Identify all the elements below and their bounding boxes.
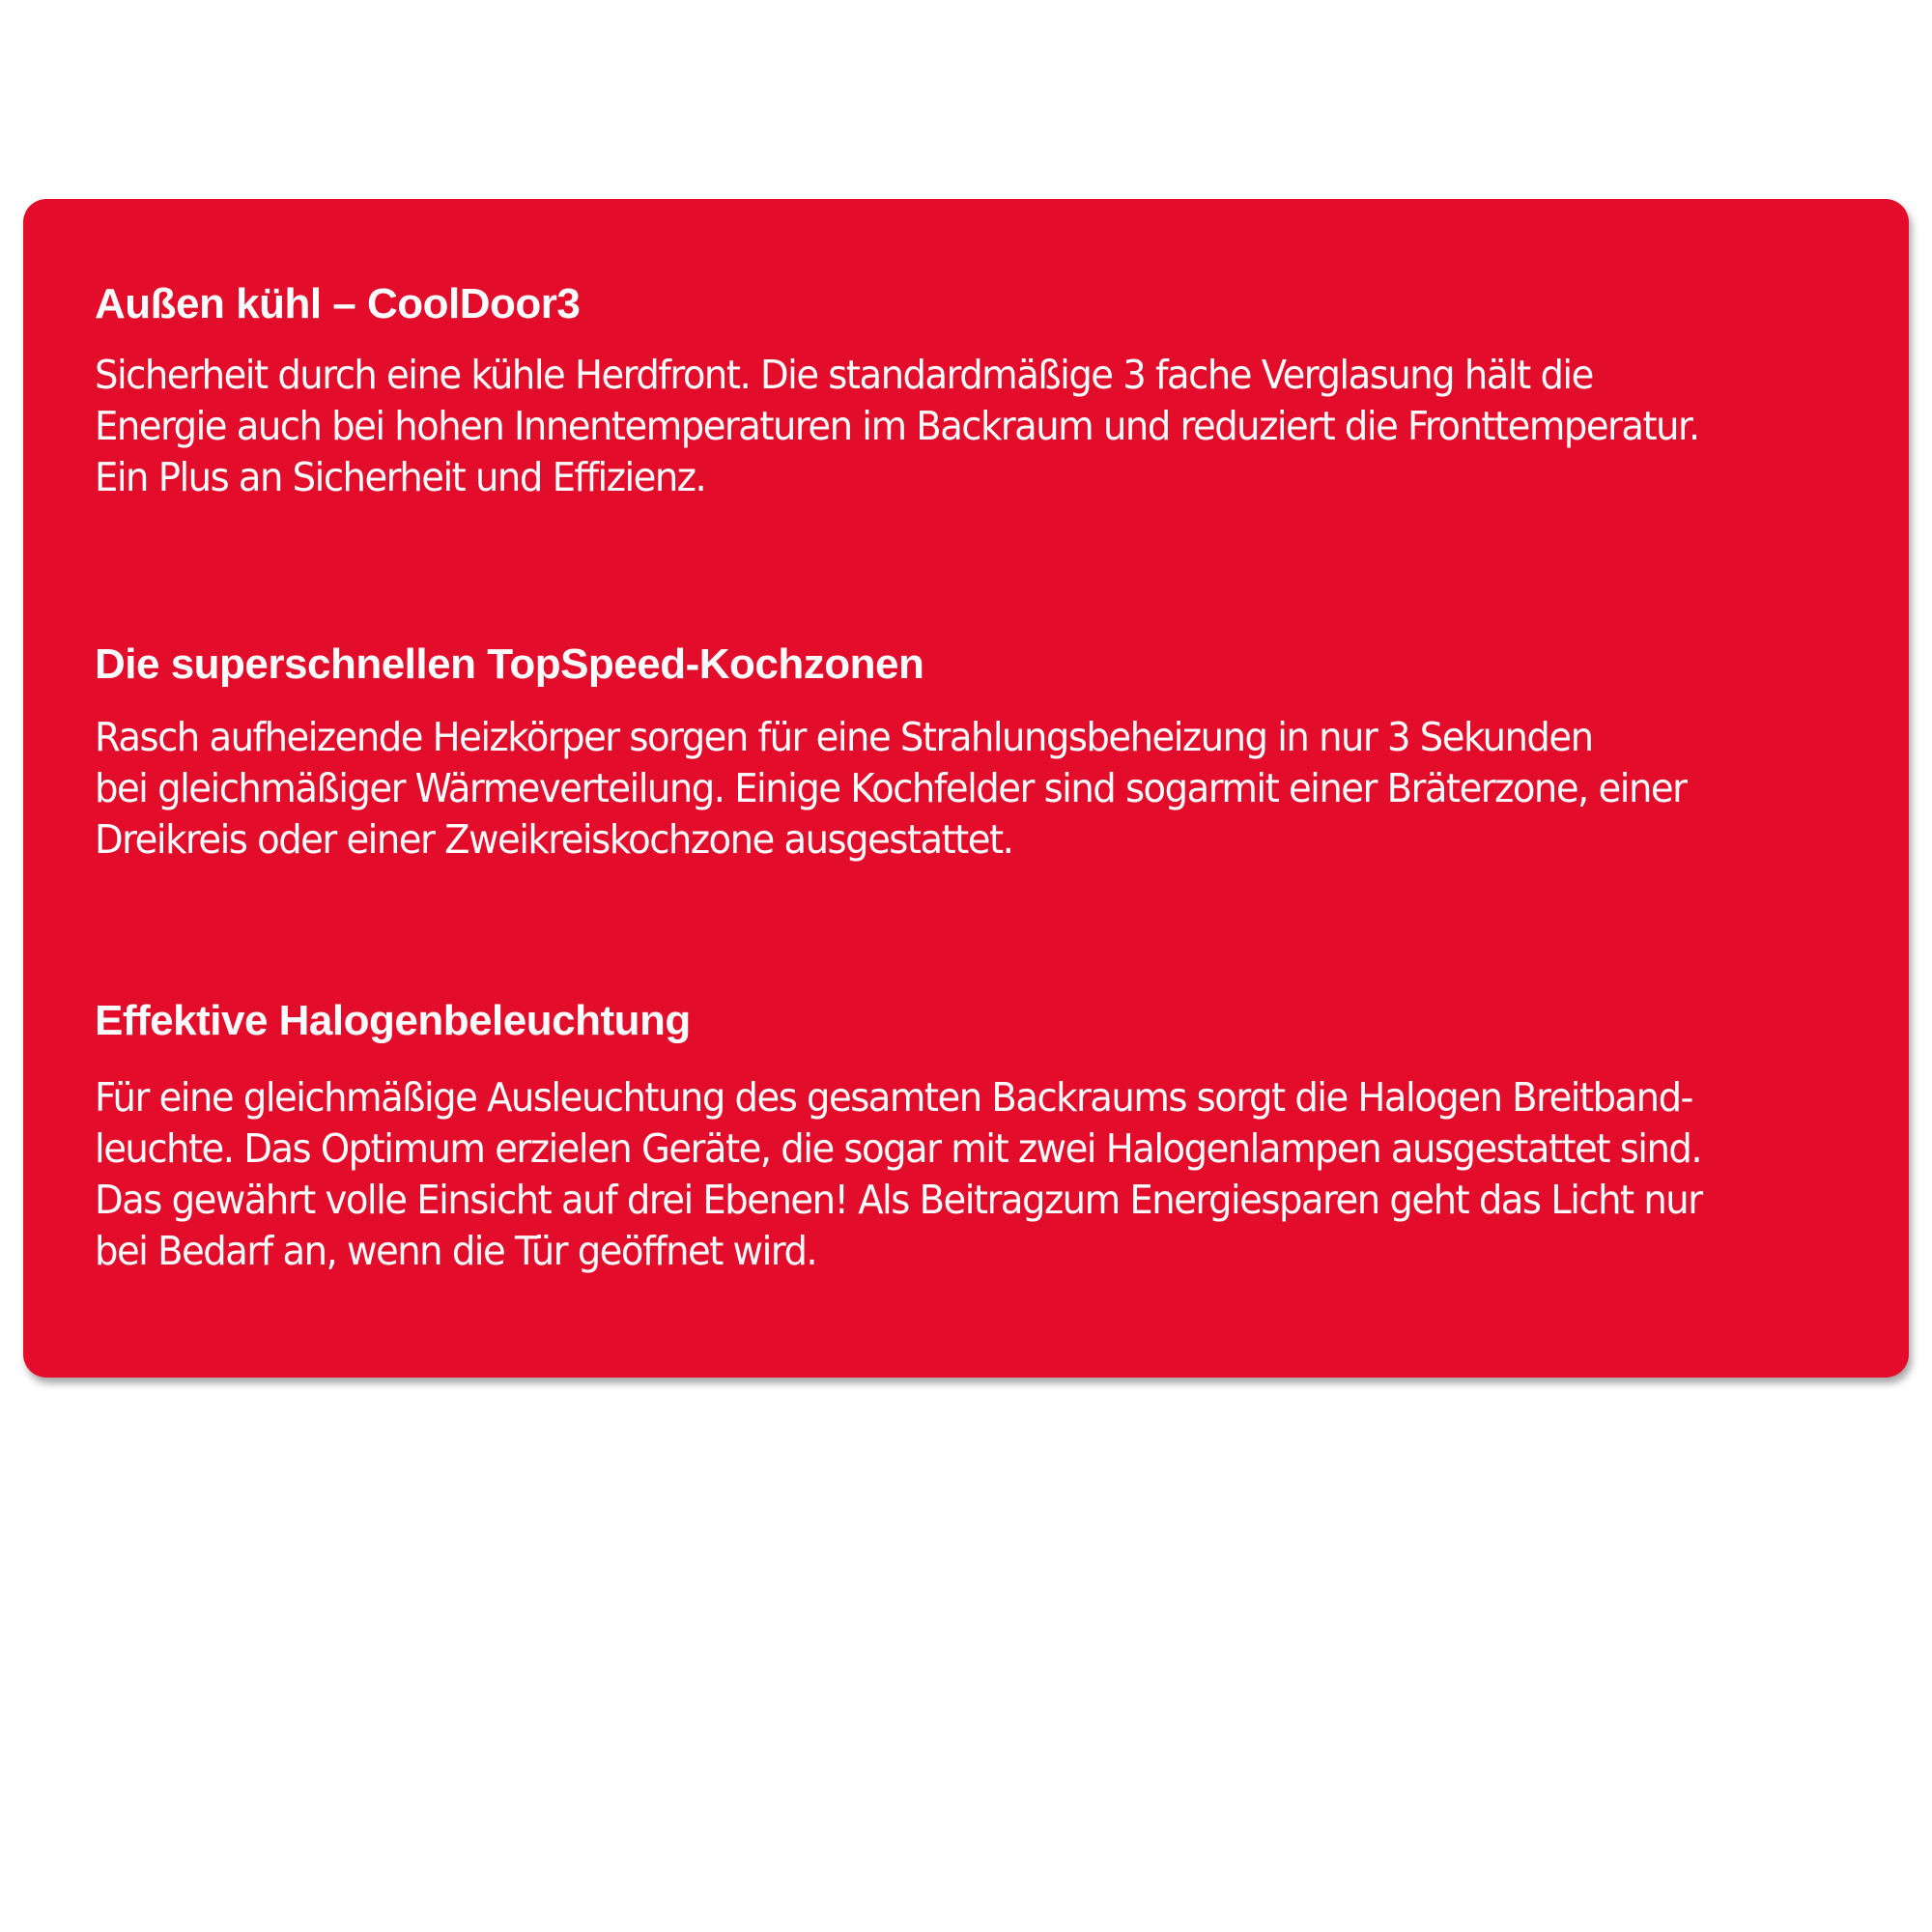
description-line: Rasch aufheizende Heizkörper sorgen für eine Strahlungsbeheizung in nur 3 Sekunden: [95, 714, 1593, 760]
feature-description: [95, 712, 1911, 866]
feature-heading: Außen kühl – CoolDoor3: [95, 280, 581, 327]
feature-heading: Die superschnellen TopSpeed-Kochzonen: [95, 640, 924, 688]
description-line: Energie auch bei hohen Innentemperaturen im Backraum und reduziert die Fronttemperatur.: [95, 403, 1699, 449]
description-line: bei gleichmäßiger Wärmeverteilung. Einige Kochfelder sind sogarmit einer Bräterzone, einer: [95, 765, 1687, 811]
description-line: Ein Plus an Sicherheit und Effizienz.: [95, 454, 706, 500]
feature-halogen: [95, 995, 1911, 1277]
feature-description: [95, 1072, 1911, 1277]
feature-heading: Effektive Halogenbeleuchtung: [95, 997, 691, 1044]
feature-topspeed: [95, 639, 1911, 866]
description-line: Dreikreis oder einer Zweikreiskochzone ausgestattet.: [95, 816, 1013, 863]
description-line: Sicherheit durch eine kühle Herdfront. Die standardmäßige 3 fache Verglasung hält die: [95, 352, 1593, 398]
description-line: Das gewährt volle Einsicht auf drei Ebenen! Als Beitragzum Energiesparen geht das Licht nur: [95, 1177, 1702, 1223]
feature-description: [95, 350, 1911, 503]
description-line: leuchte. Das Optimum erzielen Geräte, die sogar mit zwei Halogenlampen ausgestattet sind.: [95, 1125, 1702, 1172]
feature-cooldoor: [95, 278, 1911, 503]
description-line: bei Bedarf an, wenn die Tür geöffnet wird.: [95, 1228, 817, 1274]
description-line: Für eine gleichmäßige Ausleuchtung des gesamten Backraums sorgt die Halogen Breitband-: [95, 1074, 1692, 1121]
feature-card: [23, 199, 1909, 1378]
